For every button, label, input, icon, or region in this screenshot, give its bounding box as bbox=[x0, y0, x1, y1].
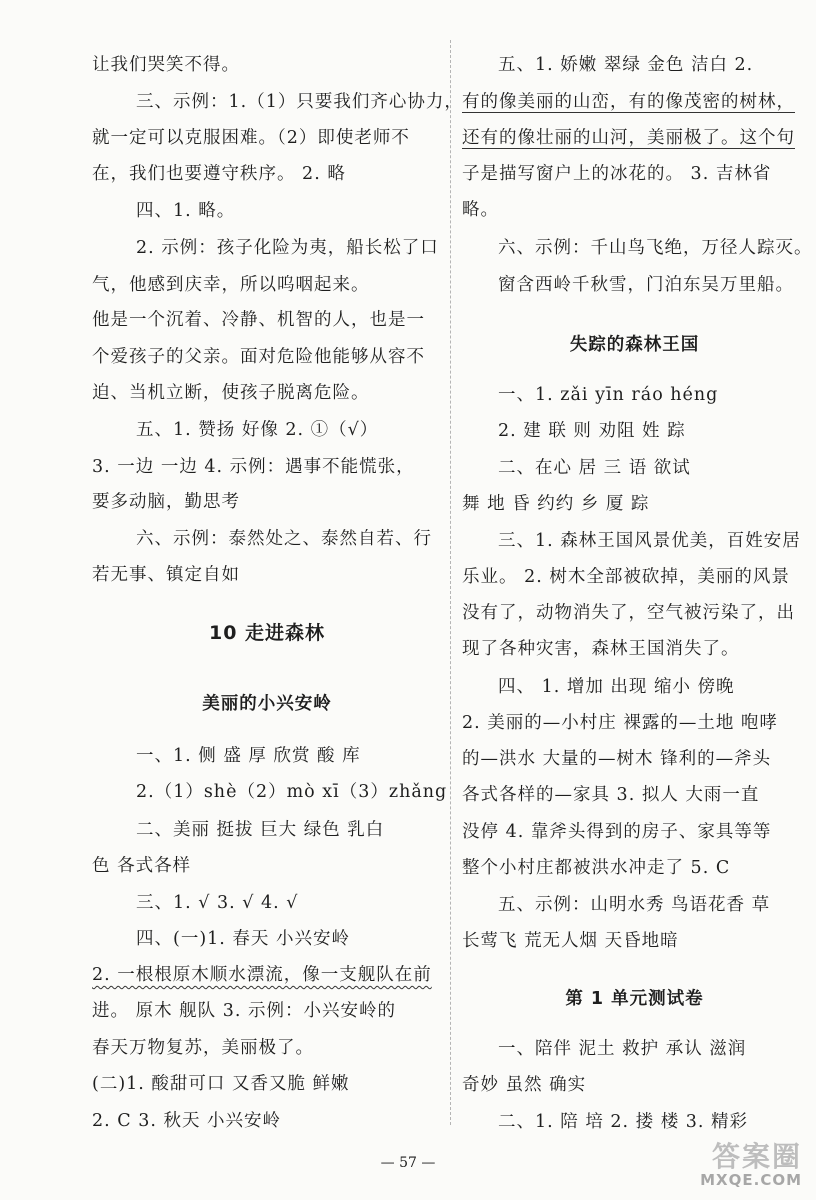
answer-line: 现了各种灾害，森林王国消失了。 bbox=[462, 639, 740, 659]
answer-line: 三、示例：1.（1）只要我们齐心协力， bbox=[136, 92, 463, 112]
column-divider bbox=[450, 40, 452, 1125]
watermark-logo bbox=[668, 1135, 808, 1195]
answer-line: 2. 美丽的—小村庄 裸露的—土地 咆哮 bbox=[462, 713, 778, 733]
answer-line: 没有了，动物消失了，空气被污染了，出 bbox=[462, 603, 795, 623]
answer-line: 气，他感到庆幸，所以呜咽起来。 bbox=[92, 275, 370, 295]
answer-line: 3. 一边 一边 4. 示例：遇事不能慌张， bbox=[92, 457, 415, 477]
answer-line: 整个小村庄都被洪水冲走了 5. C bbox=[462, 858, 731, 878]
answer-line: 四、 1. 增加 出现 缩小 傍晚 bbox=[498, 677, 735, 697]
answer-line: 的—洪水 大量的—树木 锋利的—斧头 bbox=[462, 749, 772, 769]
section-heading: 第 1 单元测试卷 bbox=[565, 989, 704, 1009]
answer-line: 二、1. 陪 培 2. 搂 楼 3. 精彩 bbox=[498, 1112, 749, 1132]
answer-line: 四、1. 略。 bbox=[136, 201, 236, 221]
answer-line: 窗含西岭千秋雪，门泊东吴万里船。 bbox=[498, 275, 794, 295]
answer-line: 个爱孩子的父亲。面对危险他能够从容不 bbox=[92, 347, 425, 367]
watermark-text: 答案圈 bbox=[711, 1140, 802, 1173]
answer-line: 四、(一)1. 春天 小兴安岭 bbox=[136, 929, 350, 949]
answer-line: 二、美丽 挺拔 巨大 绿色 乳白 bbox=[136, 820, 385, 840]
answer-line: 略。 bbox=[462, 200, 499, 220]
answer-line: 让我们哭笑不得。 bbox=[92, 55, 240, 75]
answer-line: 他是一个沉着、冷静、机智的人，也是一 bbox=[92, 310, 425, 330]
answer-line: 2. 示例：孩子化险为夷，船长松了口 bbox=[136, 238, 439, 258]
answer-line: 进。 原木 舰队 3. 示例：小兴安岭的 bbox=[92, 1001, 396, 1021]
answer-line: 色 各式各样 bbox=[92, 856, 192, 876]
watermark-url: MXQE.COM bbox=[700, 1171, 802, 1189]
answer-line: 一、1. zǎi yīn ráo héng bbox=[498, 385, 719, 405]
answer-line: 舞 地 昏 约约 乡 厦 踪 bbox=[462, 494, 650, 514]
answer-line: 2. 建 联 则 劝阻 姓 踪 bbox=[498, 421, 686, 441]
answer-line: 五、1. 赞扬 好像 2. ①（√） bbox=[136, 420, 379, 440]
answer-line: 一、陪伴 泥土 救护 承认 滋润 bbox=[498, 1039, 747, 1059]
answer-line: 长莺飞 荒无人烟 天昏地暗 bbox=[462, 931, 679, 951]
answer-line: 子是描写窗户上的冰花的。 3. 吉林省 bbox=[462, 164, 772, 184]
answer-line: 2. 一根根原木顺水漂流，像一支舰队在前 bbox=[92, 965, 432, 985]
answer-line: 各式各样的—家具 3. 拟人 大雨一直 bbox=[462, 785, 760, 805]
answer-line: 三、1. √ 3. √ 4. √ bbox=[136, 893, 299, 913]
unit-title: 10 走进森林 bbox=[208, 622, 326, 644]
answer-line: 五、1. 娇嫩 翠绿 金色 洁白 2. bbox=[498, 55, 754, 75]
answer-line: 就一定可以克服困难。（2）即使老师不 bbox=[92, 128, 410, 148]
answer-line: 三、1. 森林王国风景优美，百姓安居 bbox=[498, 531, 801, 551]
section-heading: 美丽的小兴安岭 bbox=[202, 694, 332, 714]
answer-line: 若无事、镇定自如 bbox=[92, 565, 240, 585]
page-number: — 57 — bbox=[380, 1155, 436, 1171]
answer-line: 没停 4. 靠斧头得到的房子、家具等等 bbox=[462, 822, 772, 842]
answer-line: 奇妙 虽然 确实 bbox=[462, 1075, 587, 1095]
answer-line: 二、在心 居 三 语 欲试 bbox=[498, 458, 691, 478]
answer-line: 要多动脑，勤思考 bbox=[92, 492, 240, 512]
answer-line: (二)1. 酸甜可口 又香又脆 鲜嫩 bbox=[92, 1074, 350, 1094]
answer-line: 在，我们也要遵守秩序。 2. 略 bbox=[92, 164, 346, 184]
answer-line: 五、示例：山明水秀 鸟语花香 草 bbox=[498, 895, 771, 915]
answer-line: 六、示例：千山鸟飞绝，万径人踪灭。 bbox=[498, 238, 813, 258]
answer-line: 乐业。 2. 树木全部被砍掉，美丽的风景 bbox=[462, 567, 790, 587]
answer-line: 一、1. 侧 盛 厚 欣赏 酸 库 bbox=[136, 746, 361, 766]
answer-line: 2.（1）shè（2）mò xī（3）zhǎng bbox=[136, 782, 448, 802]
answer-line: 还有的像壮丽的山河，美丽极了。这个句 bbox=[462, 128, 795, 148]
section-heading: 失踪的森林王国 bbox=[569, 335, 700, 355]
answer-line: 迫、当机立断，使孩子脱离危险。 bbox=[92, 383, 370, 403]
answer-line: 六、示例：泰然处之、泰然自若、行 bbox=[136, 529, 432, 549]
answer-line: 春天万物复苏，美丽极了。 bbox=[92, 1038, 314, 1058]
answer-line: 有的像美丽的山峦，有的像茂密的树林， bbox=[462, 92, 795, 112]
answer-line: 2. C 3. 秋天 小兴安岭 bbox=[92, 1111, 282, 1131]
